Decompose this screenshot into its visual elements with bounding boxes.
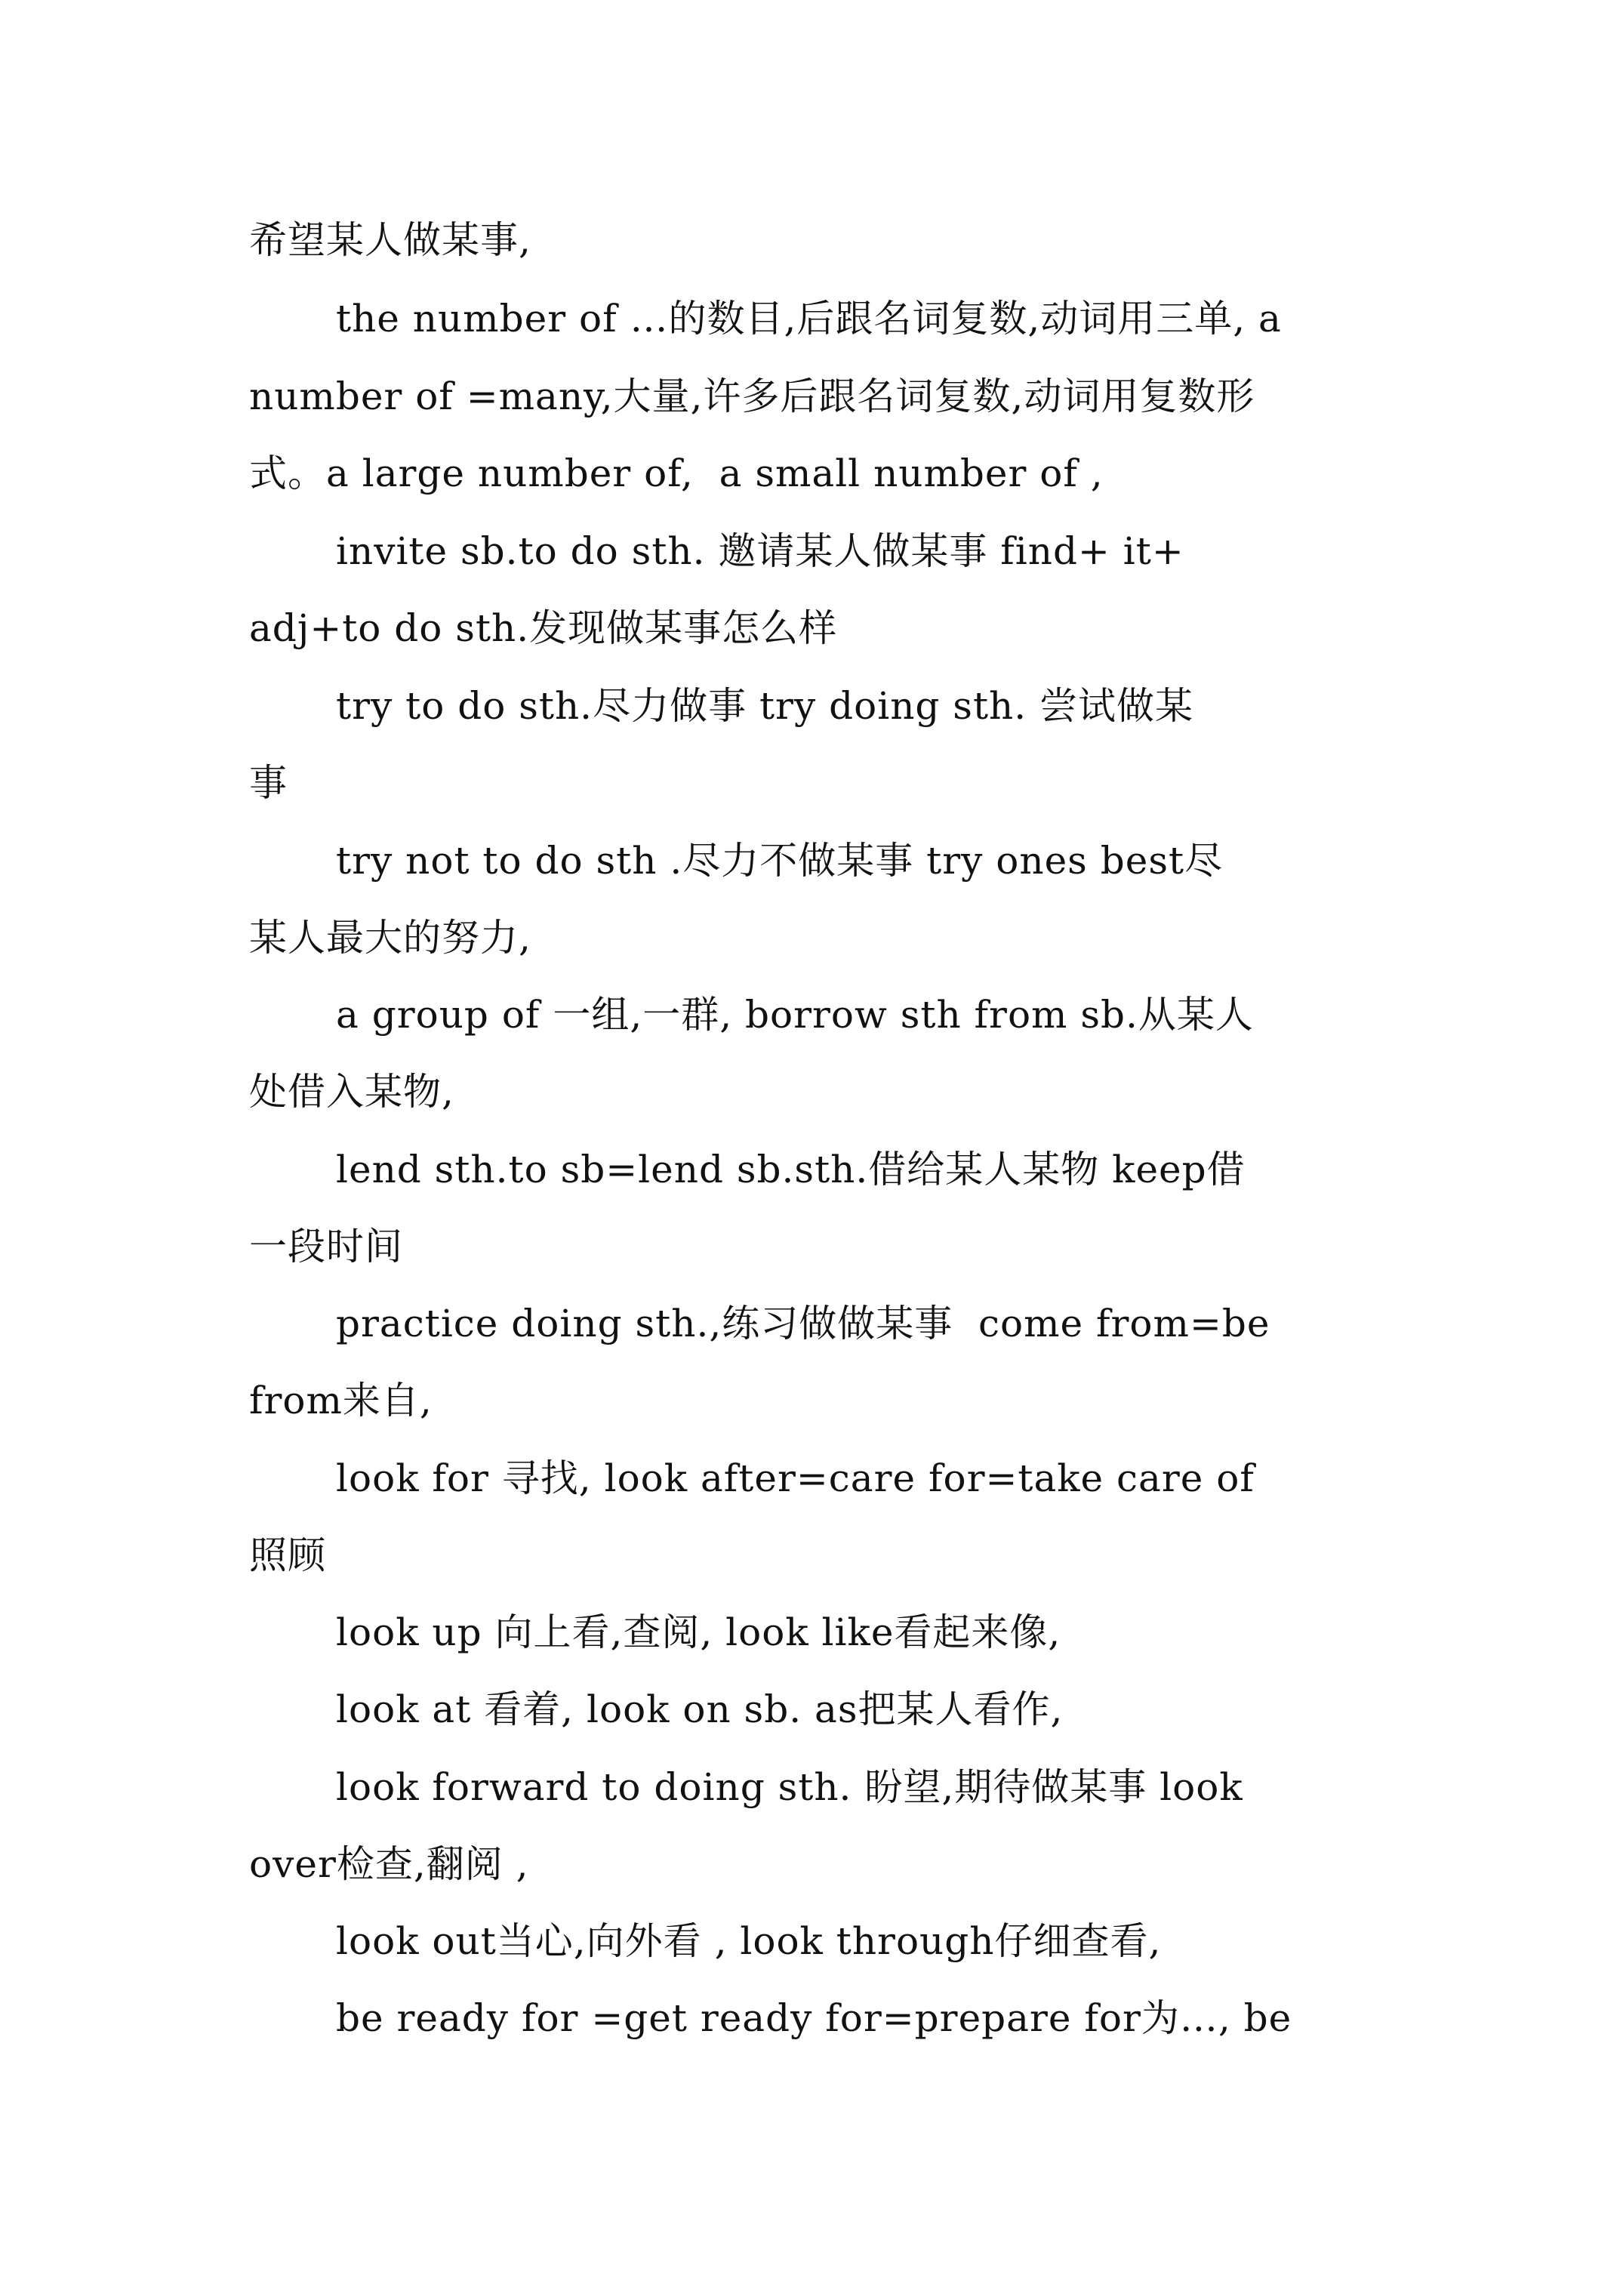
text-line: from来自, xyxy=(249,1379,433,1422)
text-line: over检查,翻阅 , xyxy=(249,1842,529,1886)
text-line: practice doing sth.,练习做做某事 come from=be xyxy=(336,1302,1270,1345)
text-line: 式。a large number of, a small number of , xyxy=(249,451,1104,495)
text-line: the number of …的数目,后跟名词复数,动词用三单, a xyxy=(336,297,1282,341)
text-line: 处借入某物, xyxy=(249,1070,454,1114)
text-line: lend sth.to sb=lend sb.sth.借给某人某物 keep借 xyxy=(336,1148,1246,1191)
text-line: try to do sth.尽力做事 try doing sth. 尝试做某 xyxy=(336,684,1194,728)
text-line: look at 看着, look on sb. as把某人看作, xyxy=(336,1687,1064,1731)
text-line: 事 xyxy=(249,761,288,805)
text-line: 某人最大的努力, xyxy=(249,916,531,960)
text-line: look up 向上看,查阅, look like看起来像, xyxy=(336,1610,1061,1654)
text-line: 照顾 xyxy=(249,1533,326,1577)
text-line: look forward to doing sth. 盼望,期待做某事 look xyxy=(336,1765,1243,1809)
text-line: 希望某人做某事, xyxy=(249,218,531,262)
text-line: adj+to do sth.发现做某事怎么样 xyxy=(249,606,838,650)
text-line: be ready for =get ready for=prepare for为…, be xyxy=(336,1996,1292,2040)
text-line: a group of 一组,一群, borrow sth from sb.从某人 xyxy=(336,993,1254,1037)
text-line: look out当心,向外看 , look through仔细查看, xyxy=(336,1919,1162,1963)
text-line: look for 寻找, look after=care for=take care of xyxy=(336,1456,1255,1500)
text-line: 一段时间 xyxy=(249,1225,403,1268)
text-line: number of =many,大量,许多后跟名词复数,动词用复数形 xyxy=(249,374,1255,418)
text-line: invite sb.to do sth. 邀请某人做某事 find+ it+ xyxy=(336,529,1184,573)
text-line: try not to do sth .尽力不做某事 try ones best尽 xyxy=(336,839,1224,883)
